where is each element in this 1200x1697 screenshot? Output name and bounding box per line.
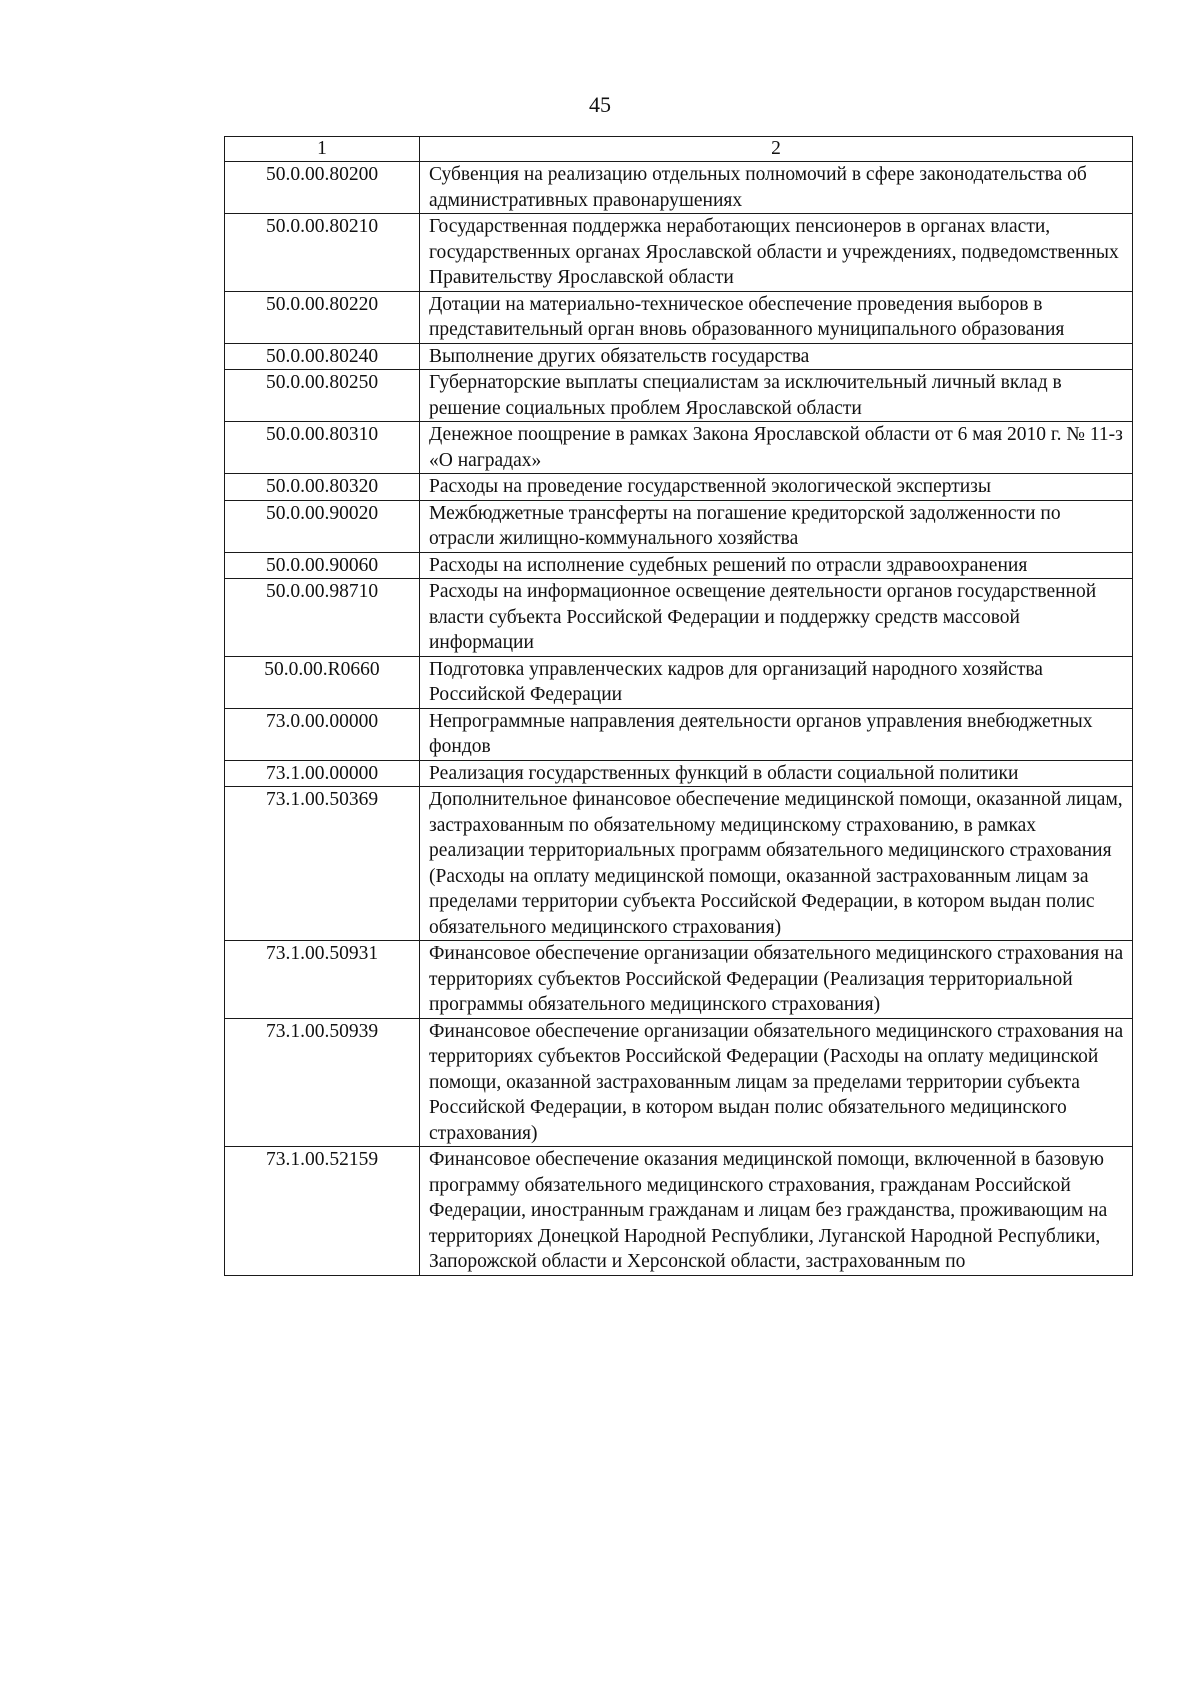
table-row [225, 1147, 1133, 1276]
row-code: 50.0.00.80240 [225, 343, 420, 370]
row-description: Расходы на проведение государственной экологической экспертизы [420, 474, 1133, 501]
row-code: 50.0.00.98710 [225, 579, 420, 657]
table-row [225, 787, 1133, 941]
table-row [225, 370, 1133, 422]
table-row [225, 422, 1133, 474]
table-row [225, 656, 1133, 708]
row-code: 73.0.00.00000 [225, 708, 420, 760]
row-code: 73.1.00.52159 [225, 1147, 420, 1276]
table-row [225, 474, 1133, 501]
table-body [225, 137, 1133, 1276]
row-description: Финансовое обеспечение оказания медицинской помощи, включенной в базовую программу обязательного медицинского страхования, гражданам Российской Федерации, иностранным гражданам и лицам без гражданства, проживающим на территориях Донецкой Народной Республики, Луганской Народной Республики, Запорожской области и Херсонской области, застрахованным по [420, 1147, 1133, 1276]
row-description: Финансовое обеспечение организации обязательного медицинского страхования на территориях субъектов Российской Федерации (Реализация территориальной программы обязательного медицинского страхования) [420, 941, 1133, 1019]
table-row [225, 500, 1133, 552]
row-code: 50.0.00.R0660 [225, 656, 420, 708]
table-row [225, 760, 1133, 787]
column-header-description: 2 [420, 137, 1133, 162]
row-description: Финансовое обеспечение организации обязательного медицинского страхования на территориях субъектов Российской Федерации (Расходы на оплату медицинской помощи, оказанной застрахованным лицам за пределами территории субъекта Российской Федерации, в котором выдан полис обязательного медицинского страхования) [420, 1018, 1133, 1147]
row-description: Выполнение других обязательств государства [420, 343, 1133, 370]
row-code: 50.0.00.80200 [225, 162, 420, 214]
row-code: 73.1.00.00000 [225, 760, 420, 787]
row-description: Расходы на информационное освещение деятельности органов государственной власти субъекта Российской Федерации и поддержку средств массовой информации [420, 579, 1133, 657]
row-code: 50.0.00.80250 [225, 370, 420, 422]
table-row [225, 941, 1133, 1019]
row-description: Государственная поддержка неработающих пенсионеров в органах власти, государственных органах Ярославской области и учреждениях, подведомственных Правительству Ярославской области [420, 214, 1133, 292]
row-description: Реализация государственных функций в области социальной политики [420, 760, 1133, 787]
row-code: 73.1.00.50939 [225, 1018, 420, 1147]
table-header-row [225, 137, 1133, 162]
table-row [225, 162, 1133, 214]
row-code: 73.1.00.50369 [225, 787, 420, 941]
table-row [225, 579, 1133, 657]
row-code: 50.0.00.80310 [225, 422, 420, 474]
row-description: Дотации на материально-техническое обеспечение проведения выборов в представительный орган вновь образованного муниципального образования [420, 291, 1133, 343]
row-code: 50.0.00.90060 [225, 552, 420, 579]
row-description: Непрограммные направления деятельности органов управления внебюджетных фондов [420, 708, 1133, 760]
row-description: Губернаторские выплаты специалистам за исключительный личный вклад в решение социальных проблем Ярославской области [420, 370, 1133, 422]
page-number: 45 [589, 92, 611, 117]
table-row [225, 708, 1133, 760]
row-code: 73.1.00.50931 [225, 941, 420, 1019]
table-row [225, 291, 1133, 343]
budget-classification-table [224, 136, 1133, 1276]
row-code: 50.0.00.80320 [225, 474, 420, 501]
row-description: Денежное поощрение в рамках Закона Ярославской области от 6 мая 2010 г. № 11-з «О наградах» [420, 422, 1133, 474]
row-description: Подготовка управленческих кадров для организаций народного хозяйства Российской Федерации [420, 656, 1133, 708]
row-description: Межбюджетные трансферты на погашение кредиторской задолженности по отрасли жилищно-коммунального хозяйства [420, 500, 1133, 552]
row-description: Субвенция на реализацию отдельных полномочий в сфере законодательства об административных правонарушениях [420, 162, 1133, 214]
row-description: Расходы на исполнение судебных решений по отрасли здравоохранения [420, 552, 1133, 579]
table-row [225, 343, 1133, 370]
row-description: Дополнительное финансовое обеспечение медицинской помощи, оказанной лицам, застрахованным по обязательному медицинскому страхованию, в рамках реализации территориальных программ обязательного медицинского страхования (Расходы на оплату медицинской помощи, оказанной застрахованным лицам за пределами территории субъекта Российской Федерации, в котором выдан полис обязательного медицинского страхования) [420, 787, 1133, 941]
row-code: 50.0.00.80220 [225, 291, 420, 343]
column-header-code: 1 [225, 137, 420, 162]
row-code: 50.0.00.80210 [225, 214, 420, 292]
table-row [225, 1018, 1133, 1147]
table-row [225, 214, 1133, 292]
row-code: 50.0.00.90020 [225, 500, 420, 552]
table-row [225, 552, 1133, 579]
